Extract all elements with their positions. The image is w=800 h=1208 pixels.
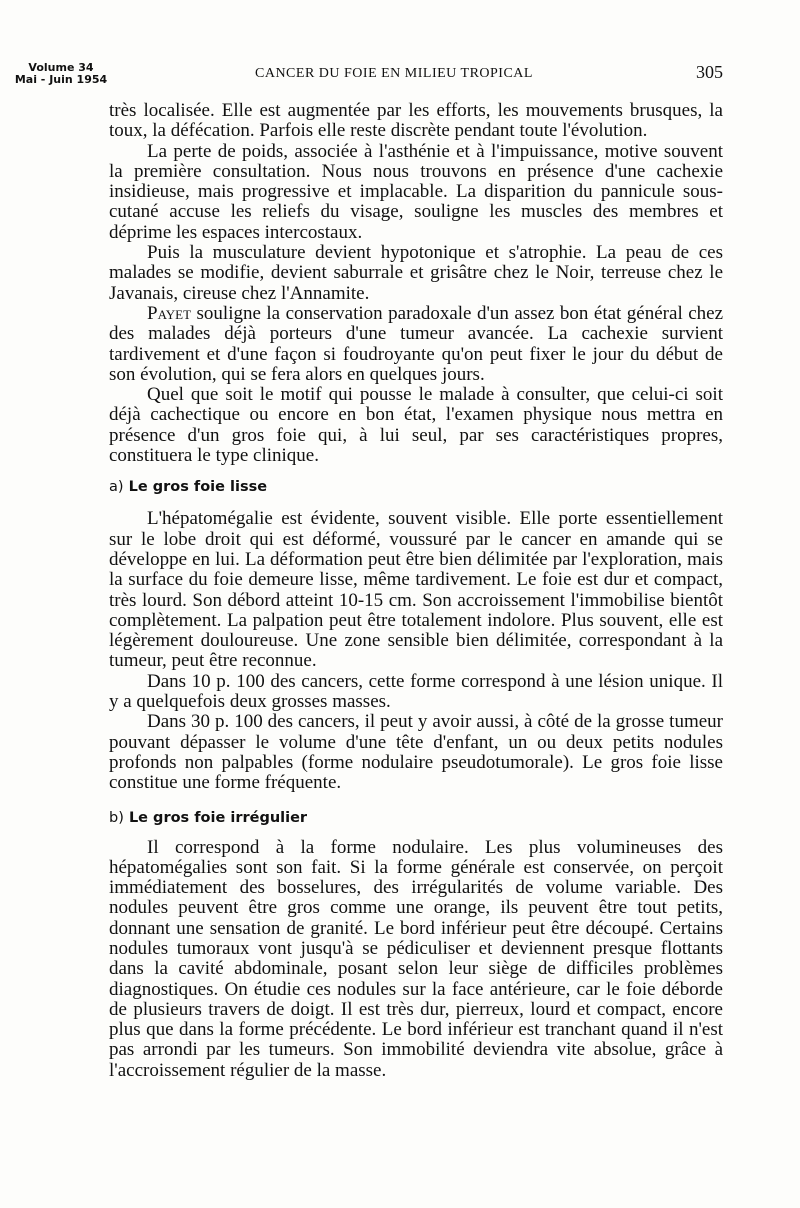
paragraph-nodular: Il correspond à la forme nodulaire. Les plus volumineuses des hépatomégalies sont son fait. Si la forme générale est conservée, on perçoit immédiatement des bosselures, des irrégularités de volume variable. Des nodules peuvent être gros comme une orange, ils peuvent être tout petits, donnant une sensation de granité. Le bord inférieur peut être découpé. Certains nodules tumoraux vont jusqu'à se pédiculiser et deviennent presque flottants dans la cavité abdominale, posant selon leur siège de difficiles problèmes diagnostiques. On étudie ces nodules sur la face antérieure, car le foie déborde de plusieurs travers de doigt. Il est très dur, pierreux, lourd et compact, encore plus que dans la forme précédente. Le bord inférieur est tranchant quand il n'est pas arrondi par les tumeurs. Son immobilité deviendra vite absolue, grâce à l'accroissement régulier de la masse. [109,836,723,1081]
issue-date: Mai - Juin 1954 [14,73,108,86]
paragraph-ten-percent: Dans 10 p. 100 des cancers, cette forme correspond à une lésion unique. Il y a quelquefois deux grosses masses. [109,670,723,713]
paragraph-hepatomegaly: L'hépatomégalie est évidente, souvent visible. Elle porte essentiellement sur le lobe droit qui est déformé, voussuré par le cancer en amande qui se développe en lui. La déformation peut être bien délimitée par l'exploration, mais la surface du foie demeure lisse, même tardivement. Le foie est dur et compact, très lourd. Son débord atteint 10-15 cm. Son accroissement l'immobilise bientôt complètement. La palpation peut être totalement indolore. Plus souvent, elle est légèrement douloureuse. Une zone sensible bien délimitée, correspondant à la tumeur, peut être reconnue. [109,508,723,672]
section-marker-a: a) [109,479,124,496]
paragraph-thirty-percent: Dans 30 p. 100 des cancers, il peut y avoir aussi, à côté de la grosse tumeur pouvant dépasser le volume d'une tête d'enfant, un ou deux petits nodules profonds non palpables (forme nodulaire pseudotumorale). Le gros foie lisse constitue une forme fréquente. [109,711,723,794]
running-title: CANCER DU FOIE EN MILIEU TROPICAL [255,66,533,81]
volume-label: Volume 34 [28,61,94,74]
volume-info [6,62,116,86]
paragraph-weight-loss: La perte de poids, associée à l'asthénie et à l'impuissance, motive souvent la première consultation. Nous nous trouvons en présence d'une cachexie insidieuse, mais progressive et implacable. La disparition du pannicule sous-cutané accuse les reliefs du visage, souligne les muscles des membres et déprime les espaces intercostaux. [109,140,723,243]
article-body [109,101,723,1081]
author-name: Payet [147,302,192,324]
section-marker-b: b) [109,809,124,826]
page-number: 305 [696,62,723,82]
section-heading-b [109,808,723,828]
section-heading-a [109,477,723,497]
paragraph-continuation: très localisée. Elle est augmentée par les efforts, les mouvements brusques, la toux, la défécation. Parfois elle reste discrète pendant toute l'évolution. [109,100,723,142]
section-title-b: Le gros foie irrégulier [128,809,308,826]
paragraph-payet-text: souligne la conservation paradoxale d'un assez bon état général chez des malades déjà porteurs d'une tumeur avancée. La cachexie survient tardivement et d'une façon si foudroyante qu'on peut fixer le jour du début de son évolution, qui se fera alors en quelques jours. [109,302,723,385]
paragraph-motive: Quel que soit le motif qui pousse le malade à consulter, que celui-ci soit déjà cachectique ou encore en bon état, l'examen physique nous mettra en présence d'un gros foie qui, à lui seul, par ses caractéristiques propres, constituera le type clinique. [109,384,723,467]
section-title-a: Le gros foie lisse [128,479,268,496]
paragraph-musculature: Puis la musculature devient hypotonique et s'atrophie. La peau de ces malades se modifie, devient saburrale et grisâtre chez le Noir, terreuse chez le Javanais, cireuse chez l'Annamite. [109,242,723,304]
paragraph-payet [109,304,723,385]
